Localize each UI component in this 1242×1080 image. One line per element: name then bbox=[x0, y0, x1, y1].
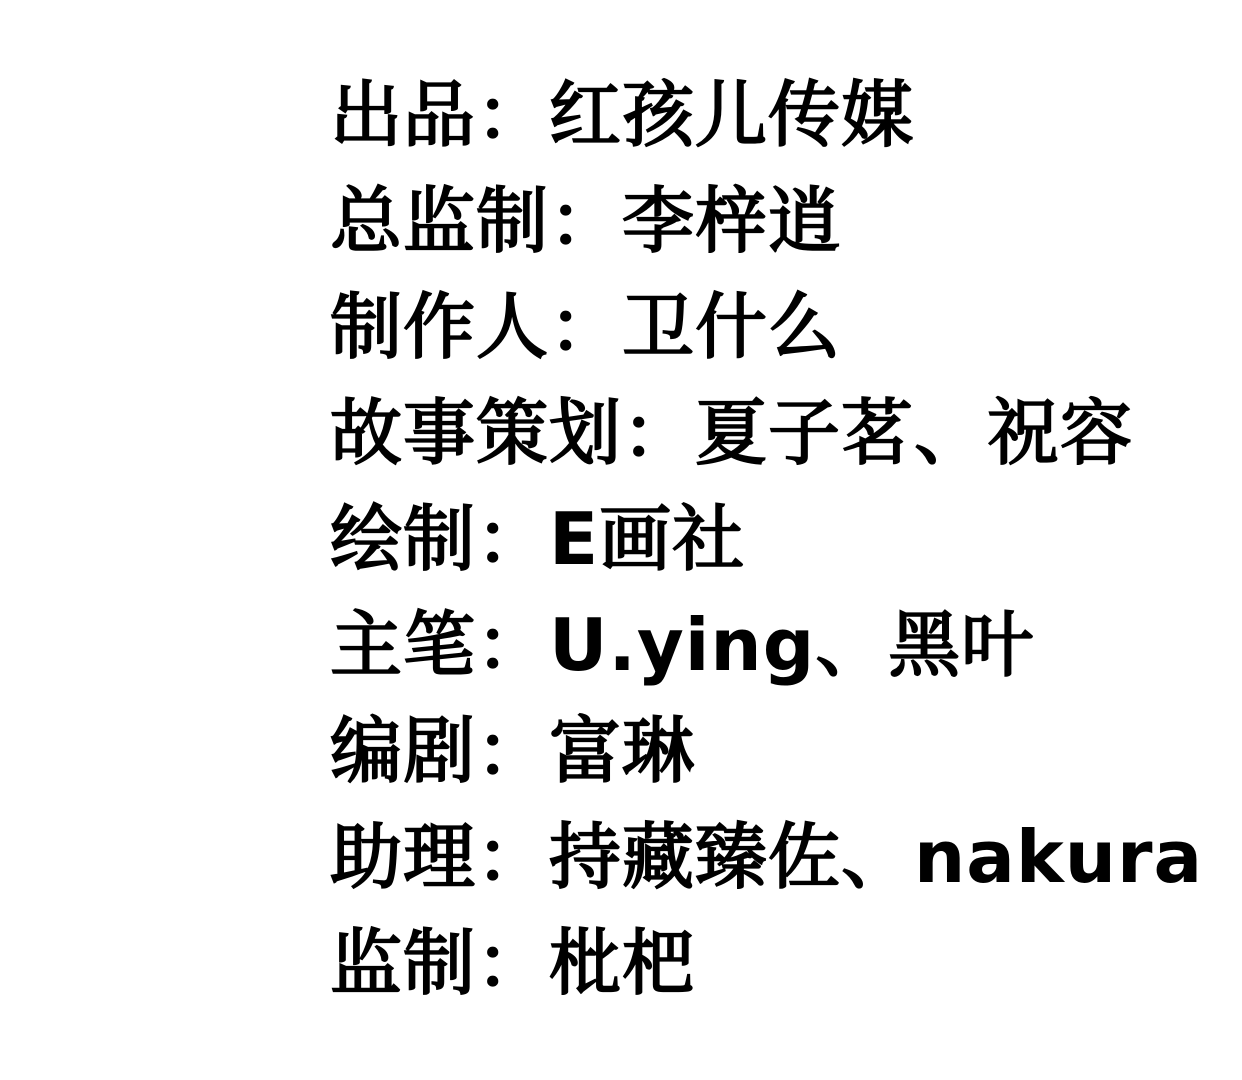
credit-line-supervisor: 监制：枇杷 bbox=[330, 921, 696, 1005]
credit-line-lead-artist: 主笔：U.ying、黑叶 bbox=[330, 603, 1035, 687]
credit-line-story-planning: 故事策划：夏子茗、祝容 bbox=[330, 391, 1134, 475]
credit-line-chief-supervisor: 总监制：李梓逍 bbox=[330, 179, 842, 263]
credit-line-screenwriter: 编剧：富琳 bbox=[330, 709, 696, 793]
credit-line-artwork: 绘制：E画社 bbox=[330, 497, 746, 581]
credit-line-producer: 出品：红孩儿传媒 bbox=[330, 73, 915, 157]
credit-line-assistants: 助理：持藏臻佐、nakura bbox=[330, 815, 1204, 899]
credit-line-production-lead: 制作人：卫什么 bbox=[330, 285, 842, 369]
